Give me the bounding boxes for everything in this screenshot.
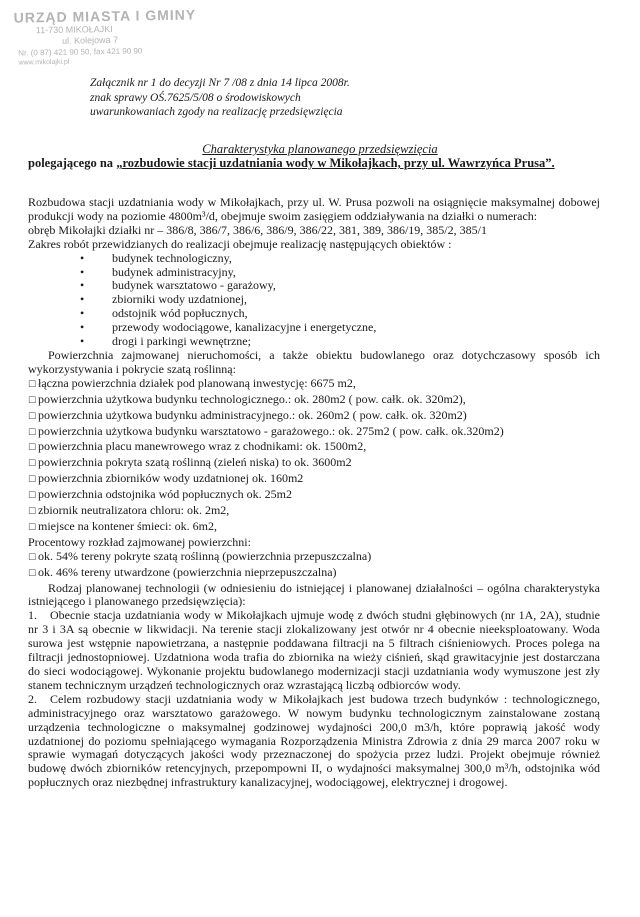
point-number: 2. — [28, 691, 37, 706]
parcels-line: obręb Mikołajki działki nr – 386/8, 386/7, 386/6, 386/9, 386/22, 381, 389, 386/19, 385/2, 385/1 — [28, 222, 487, 237]
checkbox-mark-icon: ☐ — [28, 443, 37, 454]
bullet-icon: • — [80, 250, 85, 265]
bullet-icon: • — [80, 278, 85, 293]
checkbox-mark-icon: ☐ — [28, 491, 37, 502]
list-item: • zbiorniki wody uzdatnionej, — [80, 292, 247, 307]
list-item: • budynek warsztatowo - garażowy, — [80, 278, 276, 293]
list-item: ☐ powierzchnia pokryta szatą roślinną (zieleń niska) to ok. 3600m2 — [28, 456, 600, 472]
list-item: ☐ powierzchnia użytkowa budynku administracyjnego.: ok. 260m2 ( pow. całk. ok. 320m2) — [28, 409, 600, 425]
numbered-point — [28, 609, 600, 692]
bullet-icon: • — [80, 292, 85, 307]
point-text: Obecnie stacja uzdatniania wody w Mikołajkach ujmuje wodę z dwóch studni głębinowych (nr 1A, 2A), studnie nr 3 i 3A są obecnie w likwidacji. Na terenie stacji zlokalizowany jest otwór nr 4 obecnie nieeksploatowany. Woda surowa jest wstępnie napowietrzana, a następnie poddawana filtracji na 5 filtrach ciśnieniowych. Proces polega na filtracji jednostopniowej. Uzdatniona woda trafia do zbiornika na wieży ciśnień, skąd grawitacyjnie jest dostarczana do sieci wodociągowej. Wykonanie projektu budowlanego modernizacji stacji uzdatniania wody wymuszone jest zły stanem technicznym urządzeń technologicznych oraz wzrastającą liczbą odbiorców wody. — [28, 608, 600, 692]
checkbox-mark-icon: ☐ — [28, 522, 37, 533]
point-text: Celem rozbudowy stacji uzdatniania wody w Mikołajkach jest budowa trzech budynków : technologicznego, administracyjnego oraz warsztatowo garażowego. W nowym budynku technologicznym zainstalowane zostaną urządzenia technologiczne o maksymalnej godzinowej wydajności 200,0 m3/h, które poprawią jakość wody uzdatnionej do poziomu spełniającego wymagania Rozporządzenia Ministra Zdrowia z dnia 29 marca 2007 roku w sprawie wymagań dotyczących jakości wody przeznaczonej do spożycia przez ludzi. Projekt obejmuje również budowę dwóch zbiorników retencyjnych, przepompowni II, o wydajności maksymalnej 300,0 m³/h, odstojnika wód popłucznych oraz niezbędnej infrastruktury kanalizacyjnej, wodociągowej, elektrycznej i drogowej. — [28, 691, 600, 790]
checkbox-mark-icon: ☐ — [28, 459, 37, 470]
percent-intro: Procentowy rozkład zajmowanej powierzchni: — [28, 534, 251, 549]
list-item: • przewody wodociągowe, kanalizacyjne i energetyczne, — [80, 320, 377, 335]
list-item: ☐ powierzchnia użytkowa budynku technologicznego.: ok. 280m2 ( pow. całk. ok. 320m2), — [28, 393, 600, 409]
checkbox-mark-icon: ☐ — [28, 552, 37, 563]
list-item: • budynek administracyjny, — [80, 264, 236, 279]
bullet-icon: • — [80, 320, 85, 335]
intro-paragraph: Rozbudowa stacji uzdatniania wody w Mikołajkach, przy ul. W. Prusa pozwoli na osiągnięcie maksymalnej dobowej produkcji wody na poziomie 4800m³/d, obejmuje swoim zasięgiem oddziaływania na działki o numerach: — [28, 195, 600, 223]
area-intro: Powierzchnia zajmowanej nieruchomości, a także obiektu budowlanego oraz dotychczasowy sposób ich wykorzystywania i pokrycie szatą roślinną: — [28, 347, 600, 376]
checkbox-mark-icon: ☐ — [28, 379, 37, 390]
attachment-note — [90, 76, 350, 120]
scope-intro: Zakres robót przewidzianych do realizacji obejmuje realizację następujących obiektów : — [28, 236, 452, 251]
list-item: ☐ powierzchnia odstojnika wód popłucznych ok. 25m2 — [28, 488, 600, 504]
objects-list — [28, 252, 600, 349]
list-item: • odstojnik wód popłucznych, — [80, 306, 248, 321]
stamp-line-5: www.mikolajki.pl — [18, 58, 70, 67]
checkbox-mark-icon: ☐ — [28, 507, 37, 518]
checkbox-mark-icon: ☐ — [28, 475, 37, 486]
list-item: ☐ zbiornik neutralizatora chloru: ok. 2m2, — [28, 504, 600, 520]
office-stamp — [14, 6, 205, 67]
stamp-line-2: 11-730 MIKOŁAJKI — [35, 23, 113, 36]
list-item: ☐ powierzchnia użytkowa budynku warsztatowo - garażowego.: ok. 275m2 ( pow. całk. ok.320m2) — [28, 425, 600, 441]
list-item: ☐ miejsce na kontener śmieci: ok. 6m2, — [28, 520, 600, 536]
attachment-note-line: znak sprawy OŚ.7625/5/08 o środowiskowych — [90, 91, 301, 104]
areas-list — [28, 377, 600, 536]
checkbox-mark-icon: ☐ — [28, 568, 37, 579]
percent-list — [28, 550, 600, 582]
list-item: ☐ powierzchnia zbiorników wody uzdatnionej ok. 160m2 — [28, 472, 600, 488]
document-body — [28, 196, 600, 790]
stamp-line-3: ul. Kolejowa 7 — [61, 34, 119, 46]
list-item: ☐ łączna powierzchnia działek pod planowaną inwestycję: 6675 m2, — [28, 377, 600, 393]
point-number: 1. — [28, 608, 37, 623]
list-item: • drogi i parkingi wewnętrzne; — [80, 334, 251, 349]
document-title: Charakterystyka planowanego przedsięwzięcia — [202, 142, 438, 156]
technology-intro: Rodzaj planowanej technologii (w odniesieniu do istniejącej i planowanej działalności – ogólna charakterystyka istniejącego i planowanego przedsięwzięcia): — [28, 580, 600, 609]
numbered-point — [28, 693, 600, 790]
project-subject — [28, 156, 588, 171]
subject-prefix: polegającego na — [28, 156, 117, 170]
list-item: ☐ powierzchnia placu manewrowego wraz z chodnikami: ok. 1500m2, — [28, 440, 600, 456]
attachment-note-line: Załącznik nr 1 do decyzji Nr 7 /08 z dnia 14 lipca 2008r. — [90, 77, 350, 89]
list-item: ☐ ok. 46% tereny utwardzone (powierzchnia nieprzepuszczalna) — [28, 566, 600, 582]
bullet-icon: • — [80, 334, 85, 349]
checkbox-mark-icon: ☐ — [28, 427, 37, 438]
list-item: ☐ ok. 54% tereny pokryte szatą roślinną (powierzchnia przepuszczalna) — [28, 550, 600, 566]
bullet-icon: • — [80, 264, 85, 279]
attachment-note-line: uwarunkowaniach zgody na realizację przedsięwzięcia — [90, 106, 343, 118]
bullet-icon: • — [80, 306, 85, 321]
checkbox-mark-icon: ☐ — [28, 411, 37, 422]
checkbox-mark-icon: ☐ — [28, 395, 37, 406]
stamp-line-4: Nr. (0 87) 421 90 50, fax 421 90 90 — [18, 46, 143, 58]
list-item: • budynek technologiczny, — [80, 250, 232, 265]
stamp-line-1: URZĄD MIASTA I GMINY — [13, 6, 197, 26]
subject-name: „rozbudowie stacji uzdatniania wody w Mikołajkach, przy ul. Wawrzyńca Prusa”. — [116, 156, 555, 170]
